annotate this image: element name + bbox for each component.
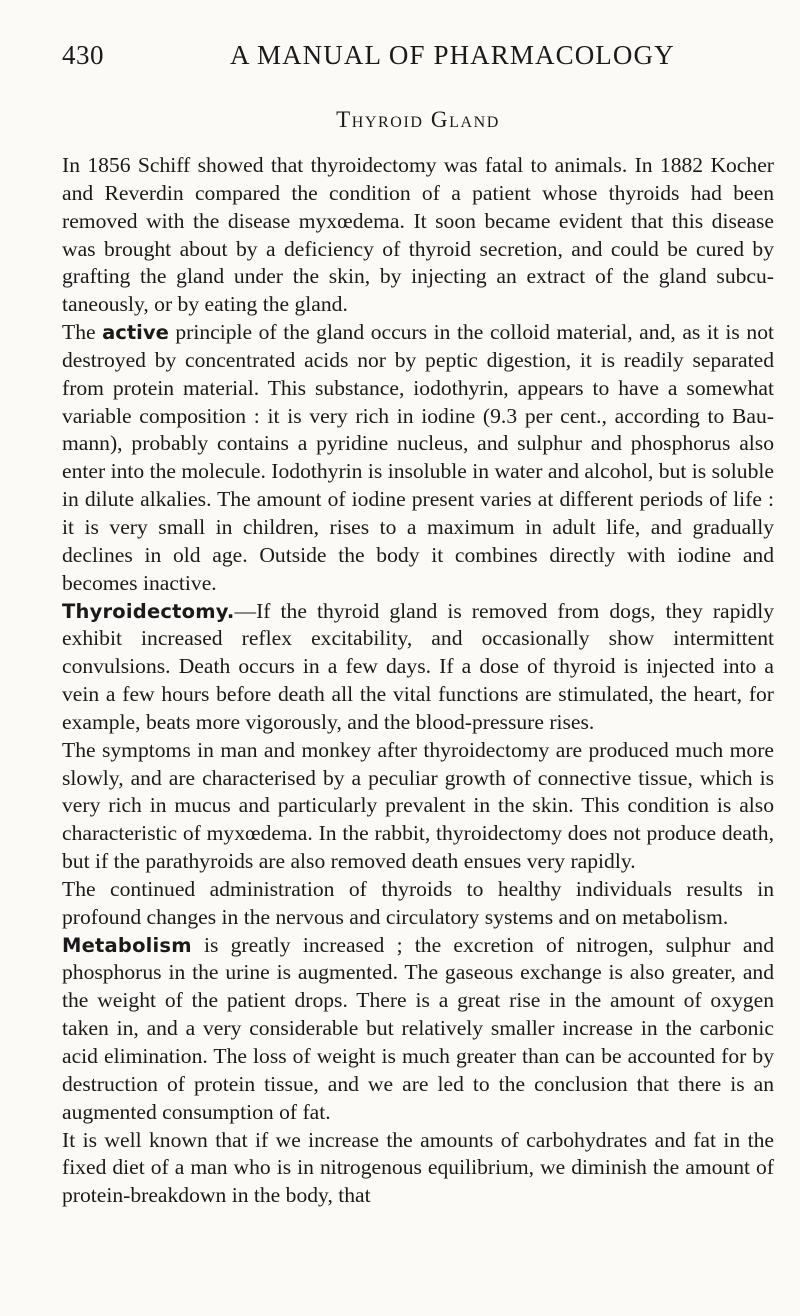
- paragraph-text: It is well known that if we increase the amounts of carbohydrates and fat in the fixed diet of a man who is in nitrogenous equilibrium, we diminish the amount of protein-breakdown in the body, that: [62, 1127, 774, 1208]
- paragraph-text: The symptoms in man and monkey after thyroidectomy are produced much more slowly, and are characterised by a peculiar growth of connective tissue, which is very rich in mucus and particularly prevalent in the skin. This condition is also characteristic of myxœdema. In the rabbit, thyroidectomy does not produce death, but if the parathyroids are also removed death ensues very rapidly.: [62, 737, 774, 874]
- paragraph-lead-heading: Thyroidectomy.: [62, 599, 235, 623]
- running-head: [62, 40, 774, 84]
- section-title: Thyroid Gland: [336, 107, 500, 132]
- page-number: 430: [62, 40, 104, 70]
- paragraph-administration: [62, 876, 774, 932]
- paragraph-text: The continued administration of thyroids to healthy individuals results in profound changes in the nervous and circulatory systems and on metabolism.: [62, 876, 774, 929]
- running-title: A MANUAL OF PHARMACOLOGY: [230, 40, 675, 70]
- paragraph-diet: [62, 1127, 774, 1211]
- paragraph-text-before: The: [62, 320, 103, 345]
- paragraph-metabolism: [62, 932, 774, 1127]
- paragraph-text: principle of the gland occurs in the colloid material, and, as it is not destroyed by concentrated acids nor by peptic digestion, it is readily separated from protein material. This substance, iodothyrin, appears to have a somewhat variable composition : it is very rich in iodine (9.3 per cent., according to Baumann), probably contains a pyridine nucleus, and sulphur and phosphorus also enter into the molecule. Iodothyrin is insoluble in water and alcohol, but is soluble in dilute alkalies. The amount of iodine present varies at different periods of life : it is very small in children, rises to a maximum in adult life, and gradually declines in old age. Outside the body it combines directly with iodine and becomes inactive.: [62, 320, 774, 595]
- book-page: [62, 40, 774, 1210]
- paragraph-text: —If the thyroid gland is removed from dogs, they rapidly exhibit increased reflex excitability, and occasionally show intermittent convulsions. Death occurs in a few days. If a dose of thyroid is injected into a vein a few hours before death all the vital functions are stimulated, the heart, for example, beats more vigorously, and the blood-pressure rises.: [62, 598, 774, 734]
- paragraph-lead-heading: Metabolism: [62, 933, 192, 957]
- paragraph-thyroidectomy: [62, 598, 774, 737]
- body-text: [62, 152, 774, 1210]
- paragraph-history: [62, 152, 774, 319]
- paragraph-text: In 1856 Schiff showed that thyroidectomy was fatal to animals. In 1882 Kocher and Reverdin compared the condition of a patient whose thyroids had been removed with the disease myxœdema. It soon became evident that this disease was brought about by a deficiency of thyroid secretion, and could be cured by grafting the gland under the skin, by injecting an extract of the gland subcutaneously, or by eating the gland.: [62, 153, 774, 317]
- paragraph-active-principle: [62, 319, 774, 597]
- paragraph-symptoms: [62, 737, 774, 876]
- paragraph-text: is greatly increased ; the excretion of nitrogen, sulphur and phosphorus in the urine is augmented. The gaseous exchange is also greater, and the weight of the patient drops. There is a great rise in the amount of oxygen taken in, and a very considerable but relatively smaller increase in the carbonic acid elimination. The loss of weight is much greater than can be accounted for by destruction of protein tissue, and we are led to the conclusion that there is an augmented consumption of fat.: [62, 932, 774, 1124]
- paragraph-emphasis: active: [102, 321, 169, 345]
